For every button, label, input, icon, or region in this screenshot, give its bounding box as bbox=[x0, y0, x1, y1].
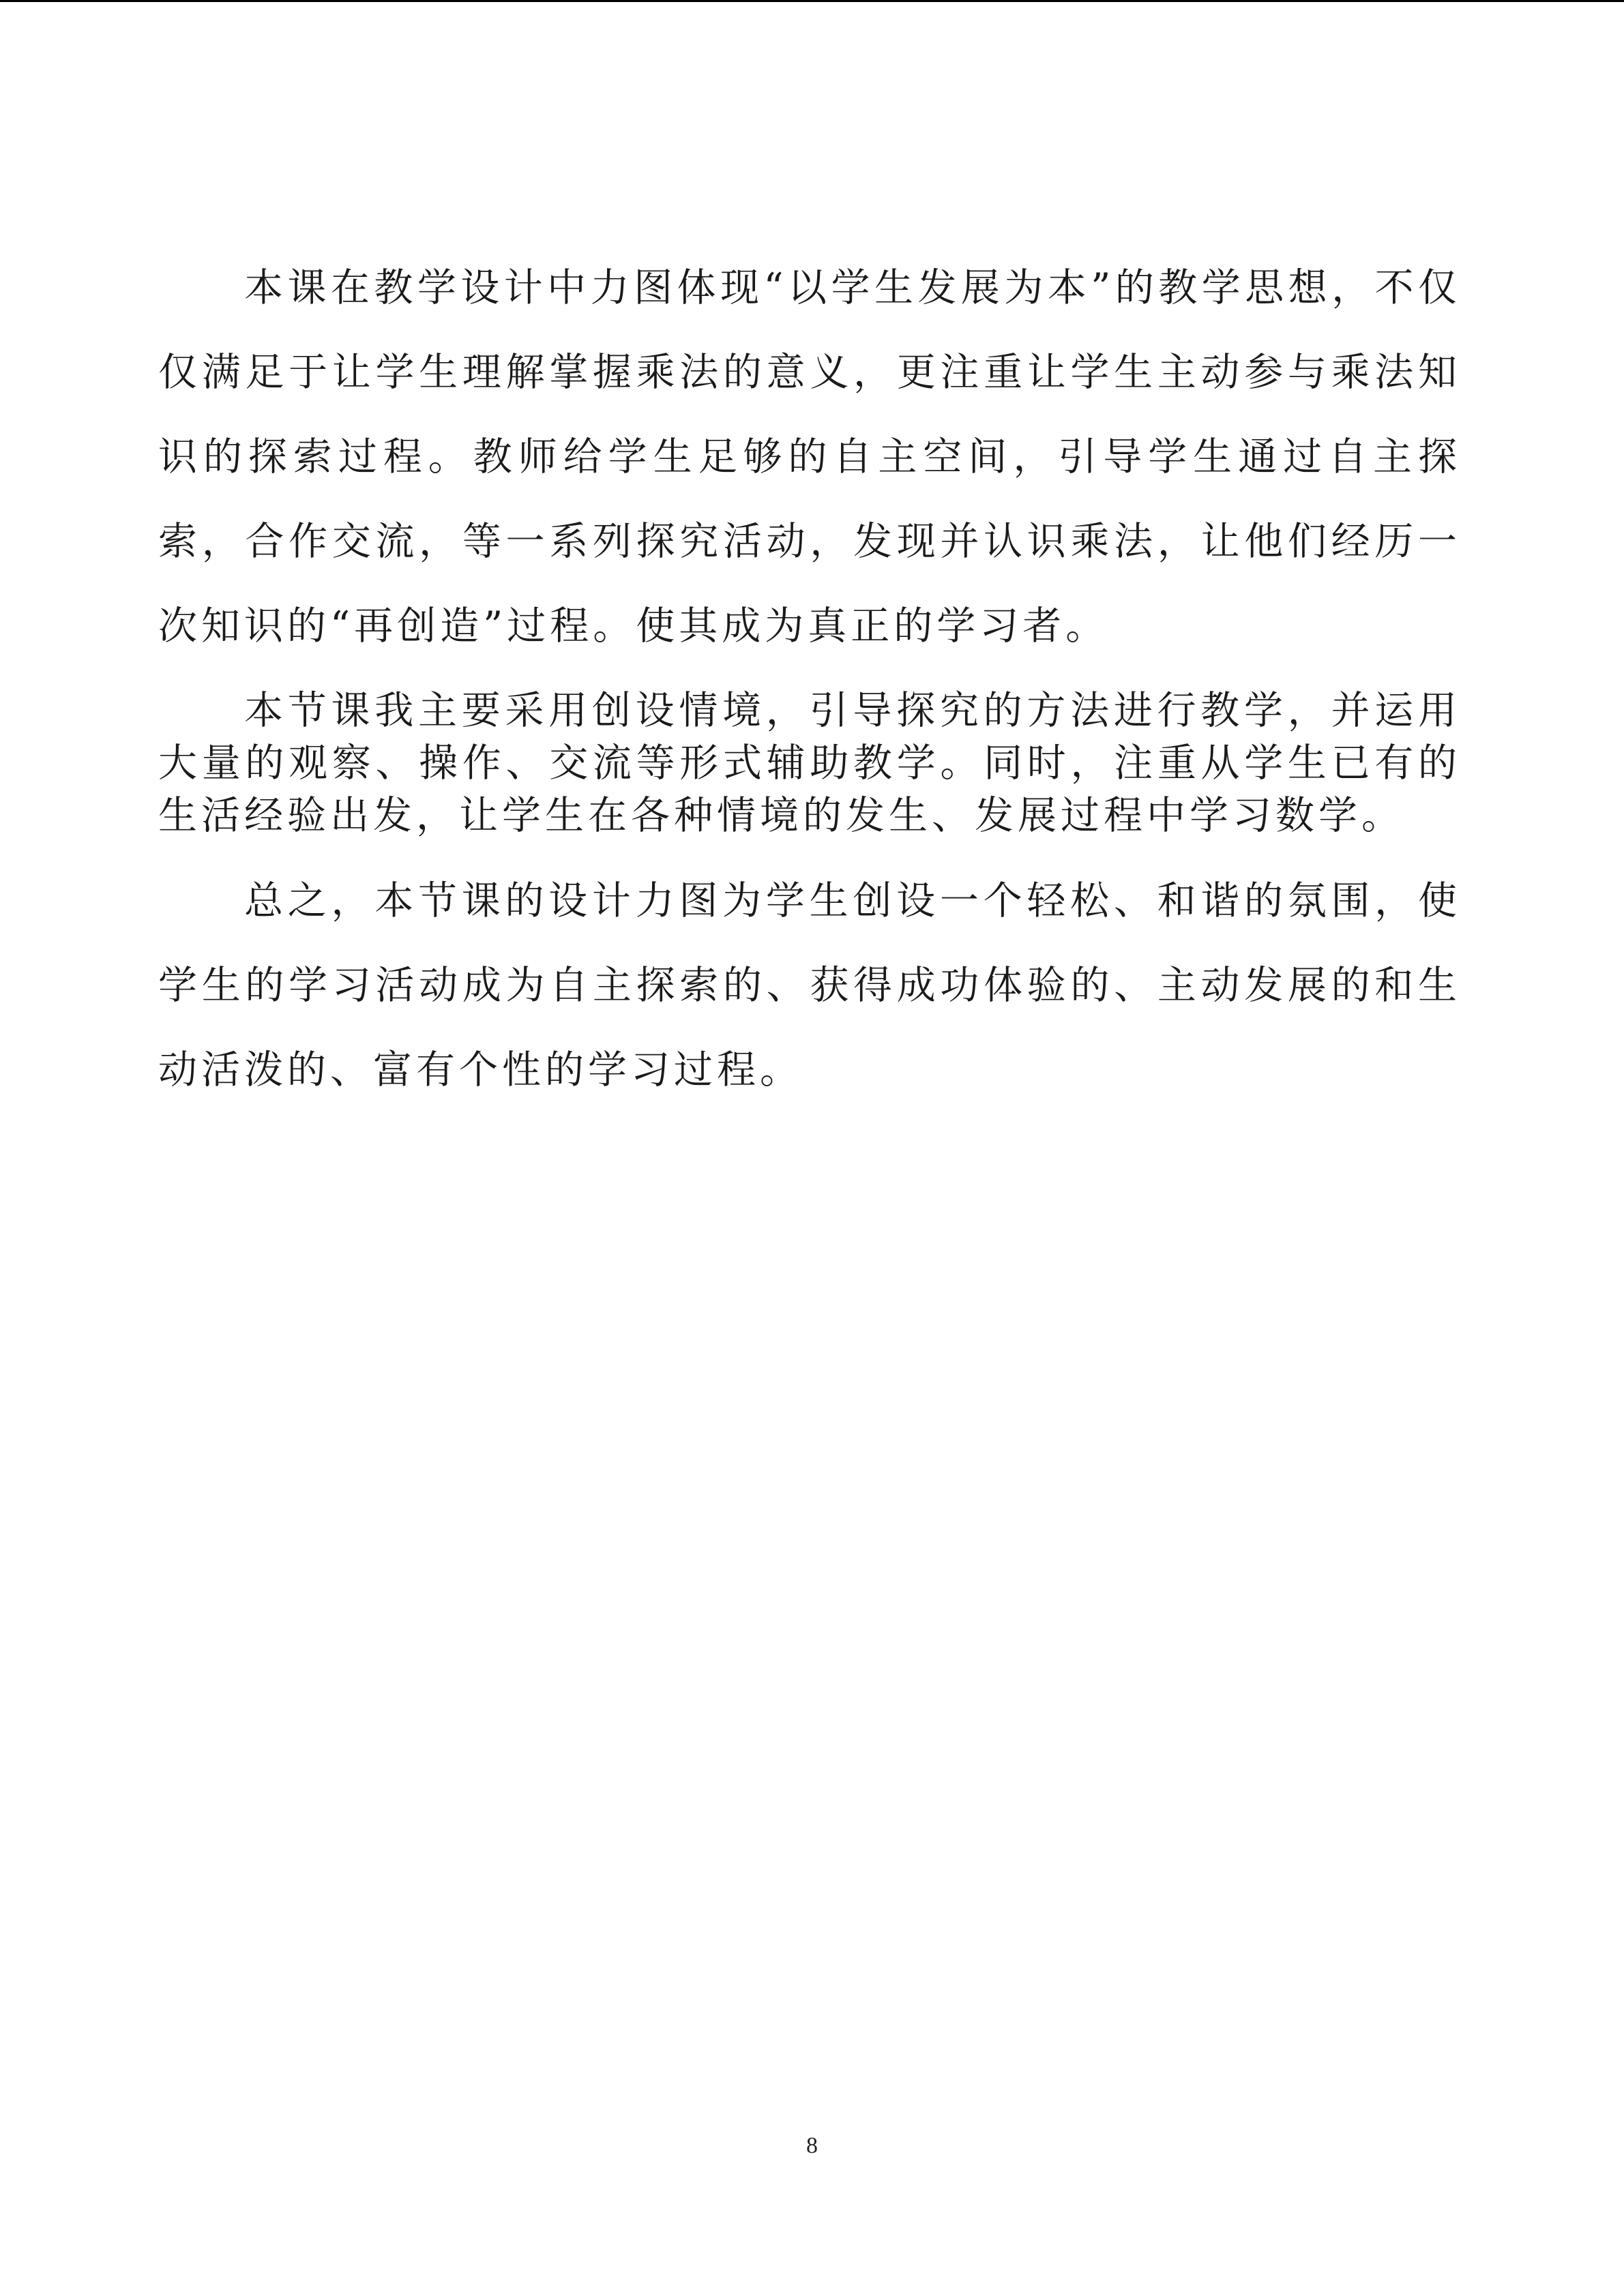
paragraph-1: 本课在教学设计中力图体现“以学生发展为本”的教学思想，不仅仅满足于让学生理解掌握乘法的意义，更注重让学生主动参与乘法知识的探索过程。教师给学生足够的自主空间，引导学生通过自主探索，合作交流，等一系列探究活动，发现并认识乘法，让他们经历一次知识的“再创造”过程。使其成为真正的学习者。 bbox=[158, 265, 1461, 648]
paragraph-3: 总之，本节课的设计力图为学生创设一个轻松、和谐的氛围，使学生的学习活动成为自主探索的、获得成功体验的、主动发展的和生动活泼的、富有个性的学习过程。 bbox=[158, 878, 1461, 1092]
document-body bbox=[158, 245, 1461, 1112]
paragraph-2: 本节课我主要采用创设情境，引导探究的方法进行教学，并运用大量的观察、操作、交流等形式辅助教学。同时，注重从学生已有的生活经验出发，让学生在各种情境的发生、发展过程中学习数学。 bbox=[158, 688, 1461, 838]
page-number: 8 bbox=[806, 2133, 818, 2158]
top-border-line bbox=[0, 0, 1624, 2]
